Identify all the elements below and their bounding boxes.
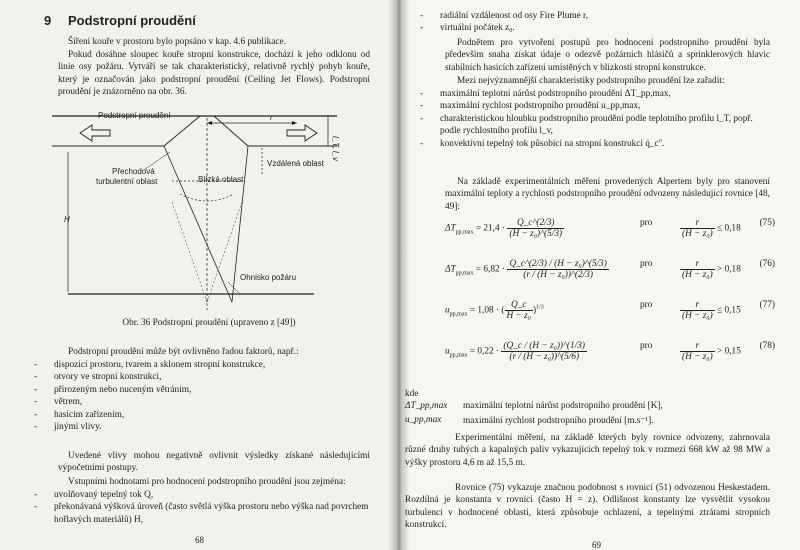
paragraph-factors-intro: Podstropní proudění může být ovlivněno řadou faktorů, např.: <box>68 347 299 357</box>
equation-number: (77) <box>759 300 775 310</box>
list-item: - jinými vlivy. <box>34 422 102 433</box>
label-far-zone: Vzdálená oblast <box>267 159 324 168</box>
label-transition-1: Přechodová <box>112 167 155 176</box>
ceiling-jet-diagram <box>52 112 342 312</box>
list-item: - překonávaná výšková úroveň (často světlá výška prostoru nebo výška nad povrchem hořlavých materiálů) H, <box>34 502 369 525</box>
input-quantities-list <box>32 489 372 526</box>
list-item: - hasicím zařízením, <box>34 409 125 420</box>
list-item: - maximální teplotní nárůst podstropního proudění ΔT_pp,max, <box>420 89 671 99</box>
definition-row <box>405 401 775 415</box>
paragraph-experiments: Experimentální měření, na základě kterých byly rovnice odvozeny, zahrnovala různé druhy tuhých a kapalných paliv vykazujících tepelný tok v rozmezí 668 kW až 98 MW a výšky prostoru 4,6 m až 15,5 m. <box>405 433 770 468</box>
definitions-list <box>405 401 775 429</box>
definition-text: maximální teplotní nárůst podstropního proudění [K], <box>463 401 663 411</box>
definition-symbol: ΔT_pp,max <box>405 401 448 411</box>
input-quantities-list-continued <box>418 10 768 35</box>
paragraph-equations-intro: Na základě experimentálních měření provedených Alpertem byly pro stanovení maximální teploty a rychlosti podstropního proudění odvozeny následující rovnice [48, 49]: <box>445 177 770 212</box>
factors-list <box>32 359 372 433</box>
chapter-number: 9 <box>44 13 52 28</box>
list-item: - větrem, <box>34 397 83 408</box>
list-item: - charakteristickou hloubku podstropního proudění podle teplotního profilu l_T, popř. podle rychlostního profilu l_v, <box>420 113 753 137</box>
equation-77 <box>445 300 775 340</box>
paragraph-inputs-intro: Vstupními hodnotami pro hodnocení podstropního proudění jsou zejména: <box>68 477 346 487</box>
paragraph-intro: Šíření kouře v prostoru bylo popsáno v kap. 4.6 publikace. <box>68 37 286 47</box>
flow-arrow-right <box>287 125 317 141</box>
jet-boundary-left <box>52 116 200 146</box>
equation-number: (75) <box>759 218 775 228</box>
equation-lhs: $u_{pp,max} = 0,22$ · $\frac{\text{(Q\_c / (H − z₀))\textasciicircum{}(1/3)}}{\text{(r / (H − z₀))\textasciicircum{}(5/6)}}$ <box>445 341 586 362</box>
list-item: - uvolňovaný tepelný tok Q, <box>34 490 154 500</box>
list-item: - otvory ve stropní konstrukci, <box>34 372 162 383</box>
paragraph-negative-effects: Uvedené vlivy mohou negativně ovlivnit výsledky získané následujícími výpočetními postupy. <box>58 451 370 474</box>
characteristics-list <box>418 88 770 150</box>
equation-number: (78) <box>759 341 775 351</box>
label-transition-2: turbulentní oblast <box>96 177 158 186</box>
dimension-r-arrow-right <box>292 121 297 125</box>
dimension-r-arrow-left <box>207 121 212 125</box>
list-item: - přirozeným nebo nuceným větráním, <box>34 384 192 395</box>
label-h: H <box>64 215 70 224</box>
label-near-zone: Blízká oblast <box>198 175 244 184</box>
equation-lhs: $u_{pp,max} = 1,08$ · ( $\frac{Q\_c}{\text{H − z₀}}$ )$^{1/3}$ <box>445 300 544 321</box>
jet-boundary-right <box>214 116 337 146</box>
list-item: - maximální rychlost podstropního proudění u_pp,max, <box>420 101 641 112</box>
equation-lhs: $\Delta T_{pp,max} = 21,4$ · $\frac{Q\_c\^{}(2/3)}{\text{(H − z₀)\textasciicircum{}(5/3)}}$ <box>445 218 563 239</box>
flow-arrow-left <box>80 125 110 141</box>
paragraph-comparison: Rovnice (75) vykazuje značnou podobnost s rovnicí (51) odvozenou Heskestadem. Rozdílná je konstanta v rovnici (často H = z). Odlišnost konstanty lze vysvětlit vysokou turbulencí v hodnocené oblasti, která způsobuje ochlazení, a tepelnými ztrátami stropních konstrukcí. <box>405 483 770 531</box>
equation-pro: pro <box>640 259 653 269</box>
equation-pro: pro <box>640 218 653 228</box>
list-item: - virtuální počátek z₀. <box>420 23 515 34</box>
equation-number: (76) <box>759 259 775 269</box>
list-item: - radiální vzdálenost od osy Fire Plume r, <box>420 11 589 21</box>
label-depth: l_T, l_v <box>331 136 340 162</box>
label-ceiling-flow: Podstropní proudění <box>98 112 171 120</box>
definition-row <box>405 415 775 429</box>
paragraph-motivation: Podnětem pro vytvoření postupů pro hodnocení podstropního proudění byla především snaha získat údaje o odezvě požárních hlásičů a sprinklerových hlavic stabilních hasicích zařízení umístěných v blízkosti stropní konstrukce. <box>445 38 770 73</box>
page-number-left: 68 <box>195 535 204 545</box>
equation-condition: $\frac{r}{\text{(H − z₀)}}$ > 0,15 <box>682 341 741 362</box>
plume-edge-left <box>164 146 232 302</box>
page-number-right: 69 <box>592 540 601 550</box>
definition-symbol: u_pp,max <box>405 415 442 425</box>
equation-pro: pro <box>640 341 653 351</box>
equation-lhs: $\Delta T_{pp,max} = 6,82$ · $\frac{\text{Q\_c\textasciicircum{}(2/3) / (H − z₀)\textasciicircum{}(5/3)}}{\text{(r / (H − z₀))\textasciicircum{}(2/3)}}$ <box>445 259 607 280</box>
label-r: r <box>270 113 273 122</box>
equation-condition: $\frac{r}{\text{(H − z₀)}}$ ≤ 0,18 <box>682 218 741 239</box>
virtual-cone-left <box>172 202 207 302</box>
list-item: - dispozicí prostoru, tvarem a sklonem stropní konstrukce, <box>34 360 266 370</box>
figure-caption: Obr. 36 Podstropní proudění (upraveno z [49]) <box>122 318 296 328</box>
equation-condition: $\frac{r}{\text{(H − z₀)}}$ > 0,18 <box>682 259 741 280</box>
where-label: kde <box>405 389 419 399</box>
equation-condition: $\frac{r}{\text{(H − z₀)}}$ ≤ 0,15 <box>682 300 741 321</box>
chapter-title: Podstropní proudění <box>68 13 196 28</box>
equation-pro: pro <box>640 300 653 310</box>
definition-text: maximální rychlost podstropního proudění [m.s⁻¹]. <box>463 416 654 426</box>
equation-75 <box>445 218 775 258</box>
paragraph-characteristics-intro: Mezi nejvýznamnější charakteristiky podstropního proudění lze zařadit: <box>457 76 725 86</box>
equation-78 <box>445 341 775 381</box>
transition-leader <box>144 152 170 170</box>
label-fire-source: Ohnisko požáru <box>240 273 297 282</box>
list-item: - konvektivní tepelný tok působící na stropní konstrukci q̇_c''. <box>420 138 665 149</box>
paragraph-description: Pokud dosáhne sloupec kouře stropní konstrukce, dochází k jeho odklonu od linie osy požáru. Vytváří se tak charakteristický, relativně rychlý pohyb kouře, který je označován jako podstropní proudění (Ceiling Jet Flows). Podstropní proudění je znázorněno na obr. 36. <box>58 50 370 98</box>
ceiling-jet-figure <box>52 112 342 317</box>
equation-76 <box>445 259 775 299</box>
